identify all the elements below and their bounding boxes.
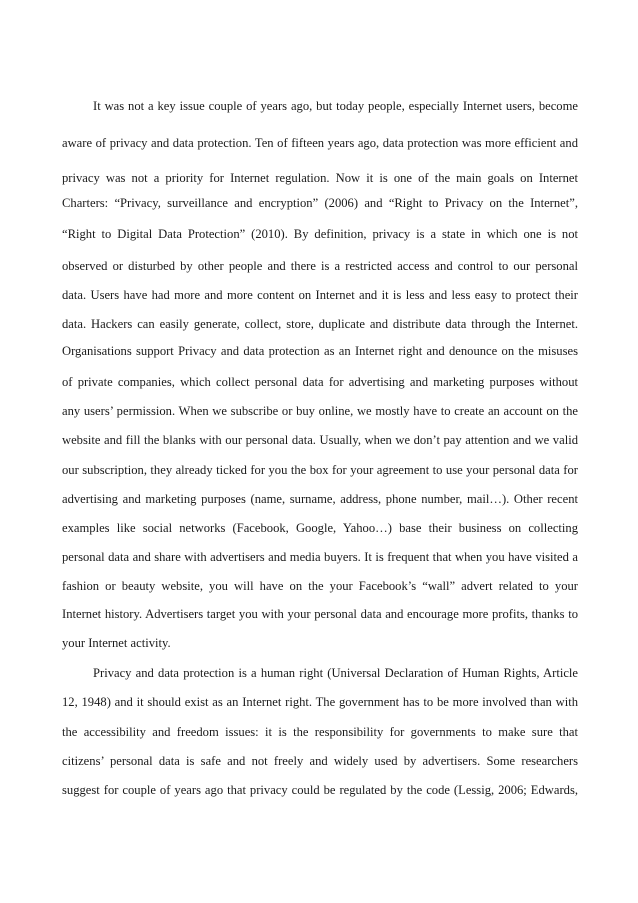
paragraph-1-line-7: data. Users have had more and more content on Internet and it is less and less easy to protect their — [62, 288, 578, 302]
paragraph-2-line-5: suggest for couple of years ago that privacy could be regulated by the code (Lessig, 2006; Edwards, — [62, 783, 578, 797]
paragraph-1-line-12: website and fill the blanks with our personal data. Usually, when we don’t pay attention and we valid — [62, 433, 578, 447]
paragraph-1-line-16: personal data and share with advertisers and media buyers. It is frequent that when you have visited a — [62, 550, 578, 564]
paragraph-1-line-10: of private companies, which collect personal data for advertising and marketing purposes without — [62, 375, 578, 389]
paragraph-2-line-4: citizens’ personal data is safe and not freely and widely used by advertisers. Some researchers — [62, 754, 578, 768]
paragraph-1-line-1: It was not a key issue couple of years ago, but today people, especially Internet users, become — [93, 99, 578, 113]
paragraph-1-line-5: “Right to Digital Data Protection” (2010). By definition, privacy is a state in which one is not — [62, 227, 578, 241]
paragraph-2-line-1: Privacy and data protection is a human right (Universal Declaration of Human Rights, Article — [93, 666, 578, 680]
paragraph-1-line-19: your Internet activity. — [62, 636, 171, 650]
paragraph-1-line-6: observed or disturbed by other people and there is a restricted access and control to our personal — [62, 259, 578, 273]
paragraph-1-line-14: advertising and marketing purposes (name, surname, address, phone number, mail…). Other recent — [62, 492, 578, 506]
paragraph-1-line-3: privacy was not a priority for Internet regulation. Now it is one of the main goals on Internet — [62, 171, 578, 185]
paragraph-1-line-13: our subscription, they already ticked for you the box for your agreement to use your personal data for — [62, 463, 578, 477]
paragraph-2-line-3: the accessibility and freedom issues: it is the responsibility for governments to make sure that — [62, 725, 578, 739]
paragraph-1-line-15: examples like social networks (Facebook, Google, Yahoo…) base their business on collecting — [62, 521, 578, 535]
paragraph-1-line-4: Charters: “Privacy, surveillance and encryption” (2006) and “Right to Privacy on the Internet”, — [62, 196, 578, 210]
paragraph-1-line-8: data. Hackers can easily generate, collect, store, duplicate and distribute data through the Internet. — [62, 317, 578, 331]
paragraph-2-line-2: 12, 1948) and it should exist as an Internet right. The government has to be more involved than with — [62, 695, 578, 709]
paragraph-1-line-11: any users’ permission. When we subscribe or buy online, we mostly have to create an account on the — [62, 404, 578, 418]
paragraph-1-line-2: aware of privacy and data protection. Ten of fifteen years ago, data protection was more efficient and — [62, 136, 578, 150]
paragraph-1-line-18: Internet history. Advertisers target you with your personal data and encourage more profits, thanks to — [62, 607, 578, 621]
paragraph-1-line-17: fashion or beauty website, you will have on the your Facebook’s “wall” advert related to your — [62, 579, 578, 593]
paragraph-1-line-9: Organisations support Privacy and data protection as an Internet right and denounce on the misuses — [62, 344, 578, 358]
